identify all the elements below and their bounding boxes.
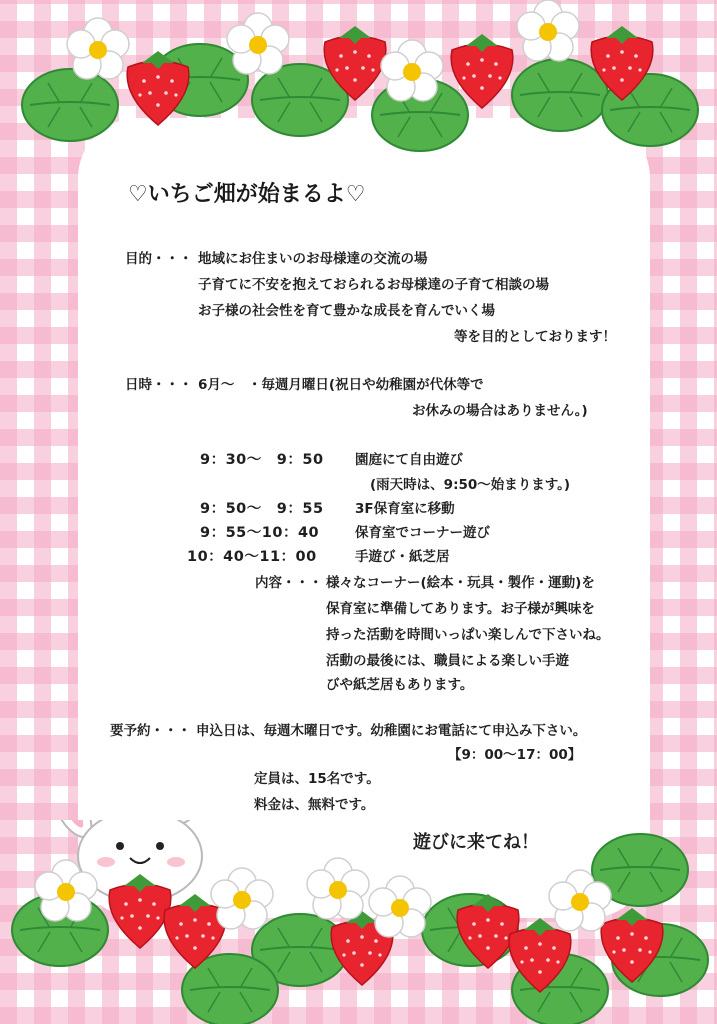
schedule-line: お休みの場合はありません。) (412, 403, 588, 419)
reservation-capacity: 定員は、15名です。 (254, 771, 380, 787)
content-line: 活動の最後には、職員による楽しい手遊 (326, 653, 569, 669)
flower-icon (369, 876, 431, 937)
reservation-line: 申込日は、毎週木曜日です。幼稚園にお電話にて申込み下さい。 (196, 723, 587, 739)
schedule-line: 6月～ ・毎週月曜日(祝日や幼稚園が代休等で (198, 377, 484, 393)
flower-icon (381, 40, 443, 101)
content-label: 内容・・・ (255, 575, 323, 591)
closing-message: 遊びに来てね！ (413, 832, 539, 853)
purpose-label: 目的・・・ (125, 251, 193, 267)
page-title: ♡いちご畑が始まるよ♡ (128, 182, 366, 207)
schedule-desc: 保育室でコーナー遊び (355, 525, 490, 541)
purpose-line: お子様の社会性を育て豊かな成長を育んでいく場 (198, 303, 495, 319)
content-line: 様々なコーナー(絵本・玩具・製作・運動)を (326, 575, 595, 591)
content-line: びや紙芝居もあります。 (326, 677, 474, 693)
schedule-note: (雨天時は、9:50～始まります。) (370, 477, 571, 493)
content-line: 保育室に準備してあります。お子様が興味を (326, 601, 595, 617)
flower-icon (307, 858, 369, 919)
reservation-hours: 【9：00～17：00】 (448, 747, 582, 763)
flower-icon (517, 0, 579, 61)
schedule-desc: 3F保育室に移動 (355, 501, 455, 517)
reservation-fee: 料金は、無料です。 (254, 797, 375, 813)
schedule-time: 9：30～ 9：50 (200, 452, 324, 468)
schedule-time: 10：40～11：00 (187, 549, 317, 565)
flower-icon (67, 18, 129, 79)
schedule-desc: 手遊び・紙芝居 (355, 549, 450, 565)
flower-icon (211, 868, 273, 929)
schedule-label: 日時・・・ (125, 377, 193, 393)
bottom-strawberry-border (0, 820, 717, 1024)
purpose-line: 子育てに不安を抱えておられるお母様達の子育て相談の場 (198, 277, 549, 293)
content-line: 持った活動を時間いっぱい楽しんで下さいね。 (326, 627, 610, 643)
leaf-icon (512, 59, 608, 131)
reservation-label: 要予約・・・ (110, 723, 191, 739)
purpose-line: 等を目的としております！ (454, 329, 616, 345)
schedule-time: 9：50～ 9：55 (200, 501, 324, 517)
purpose-line: 地域にお住まいのお母様達の交流の場 (198, 251, 428, 267)
flower-icon (227, 13, 289, 74)
leaf-icon (22, 69, 118, 141)
top-strawberry-border (0, 0, 717, 175)
schedule-time: 9：55～10：40 (200, 525, 320, 541)
schedule-desc: 園庭にて自由遊び (355, 452, 463, 468)
